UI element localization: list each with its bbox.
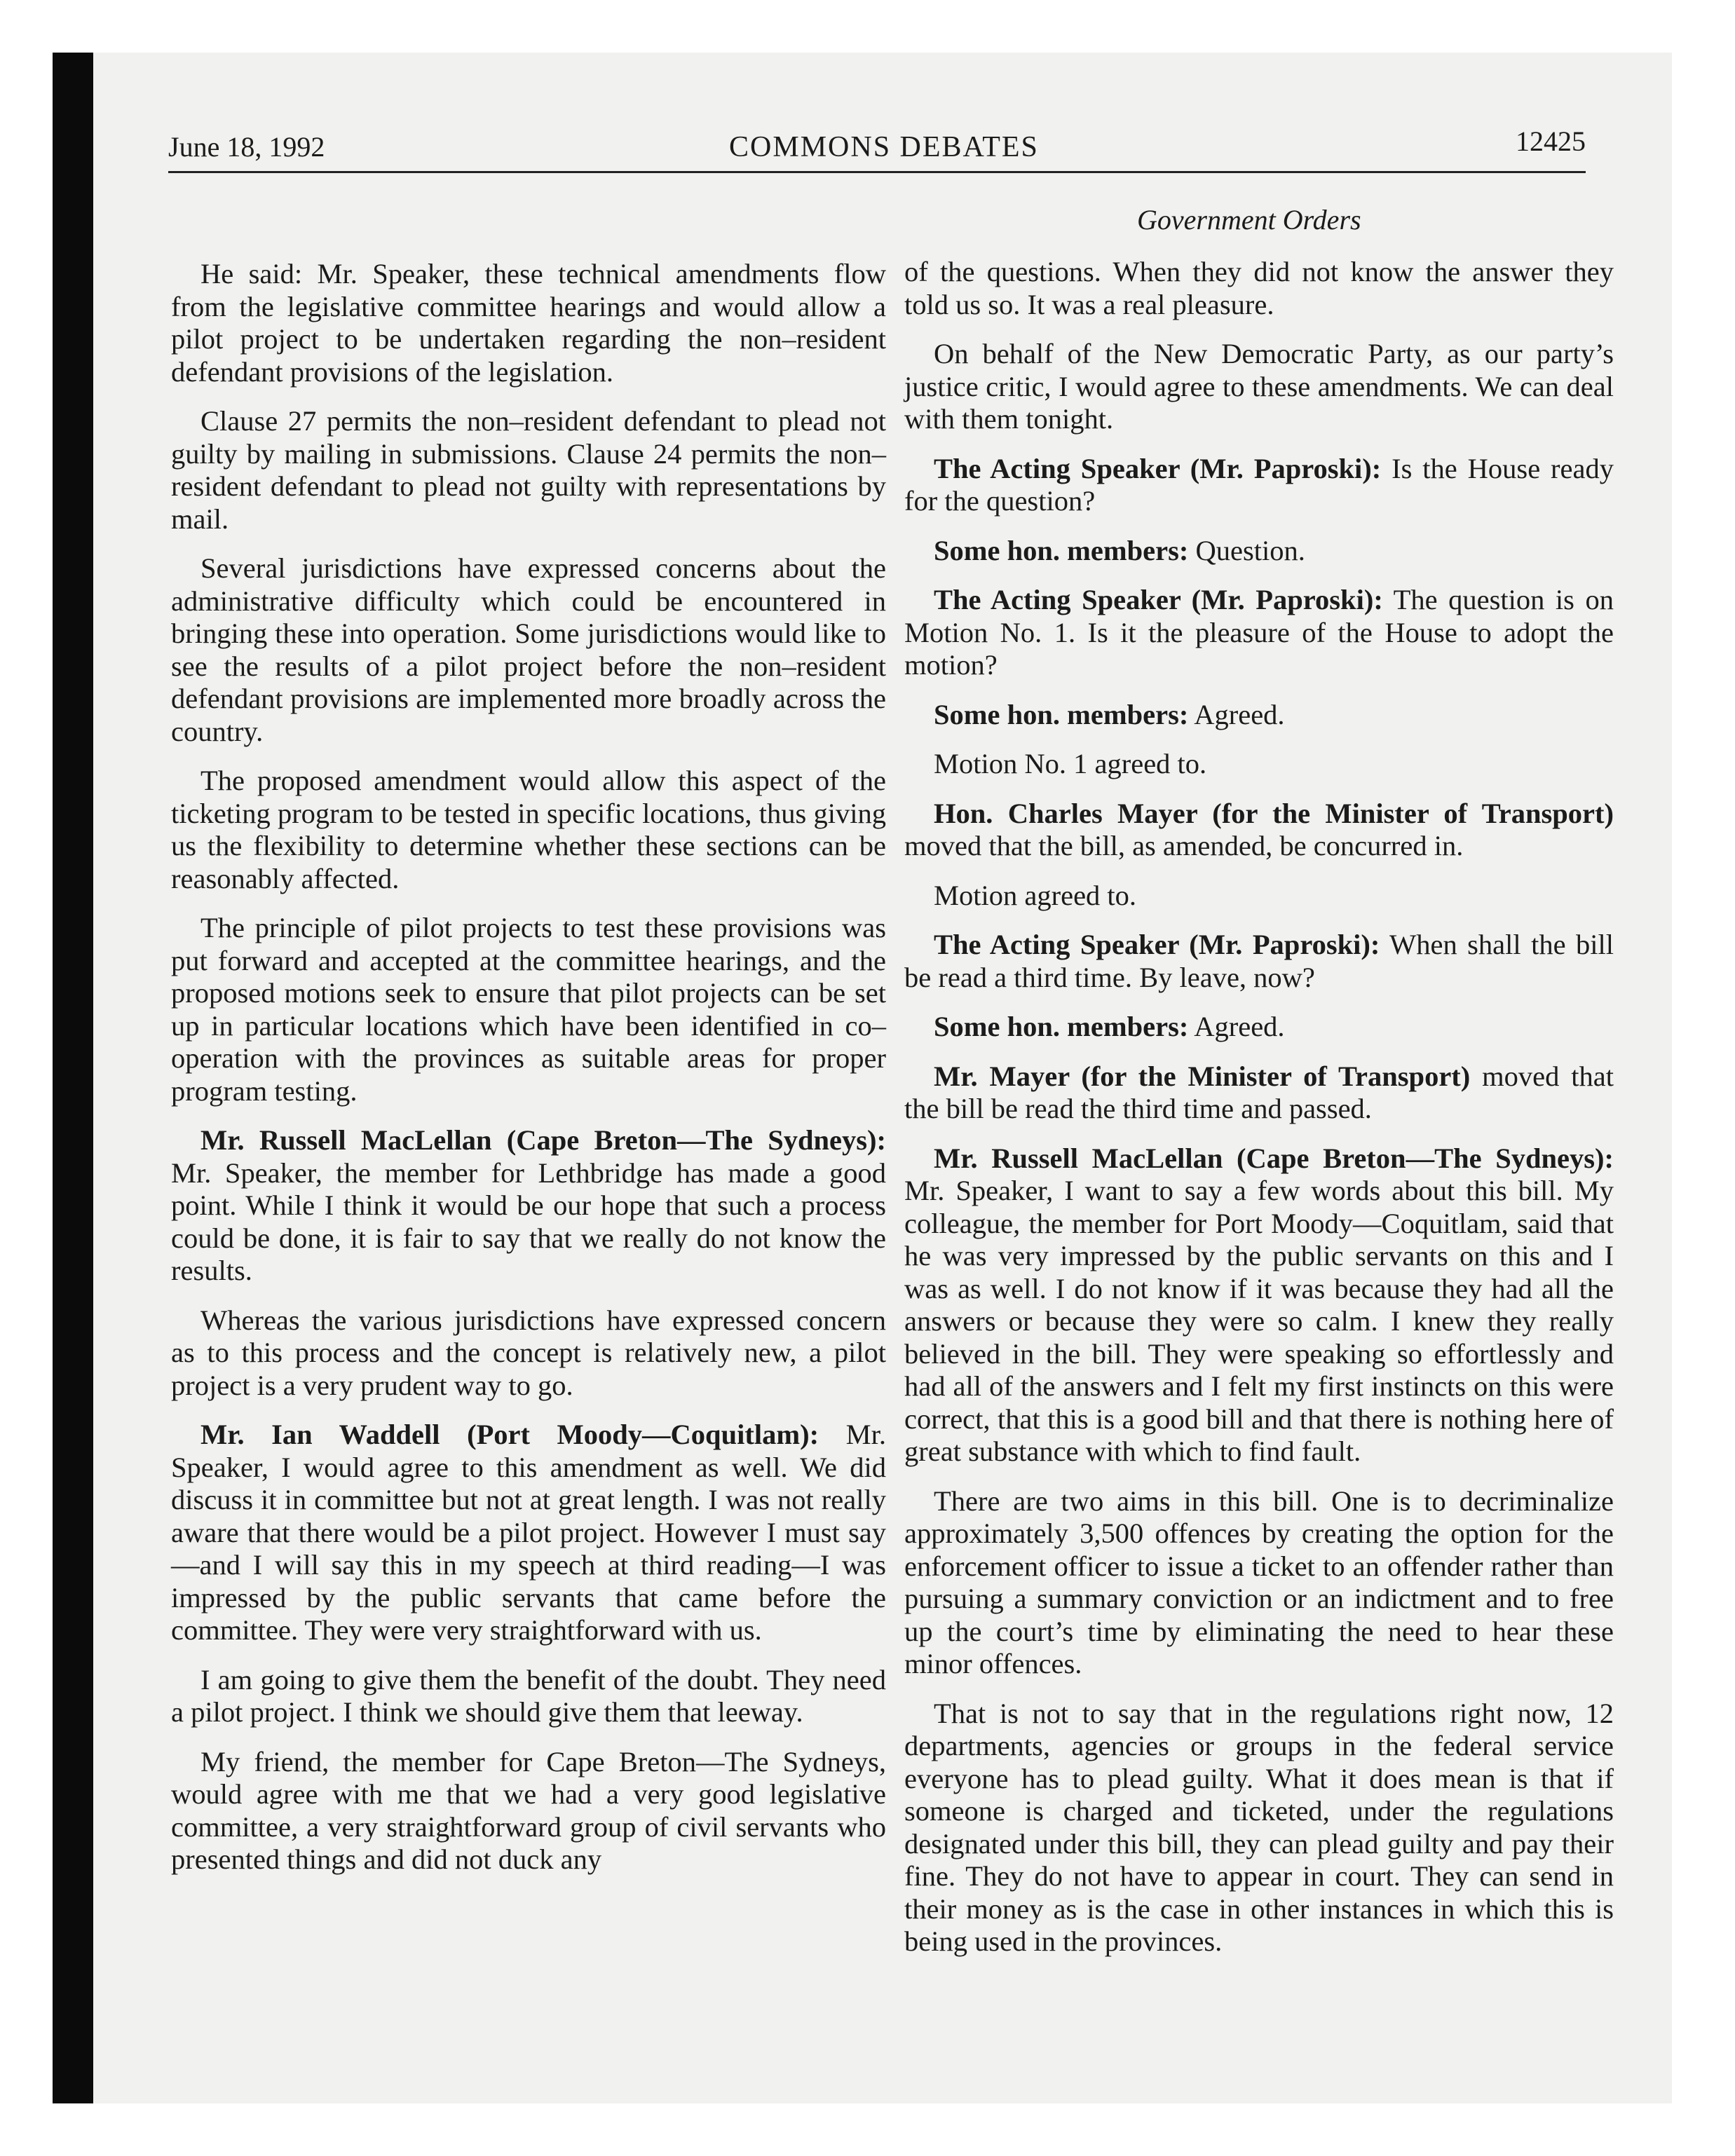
speaker-name: Mr. Russell MacLellan (Cape Breton—The Sydneys):	[200, 1124, 886, 1156]
paragraph	[904, 748, 1614, 781]
scan-binding-shadow	[53, 53, 93, 2103]
paragraph-text: of the questions. When they did not know the answer they told us so. It was a real pleasure.	[904, 256, 1614, 320]
paragraph-text: Whereas the various jurisdictions have expressed concern as to this process and the concept is relatively new, a pilot project is a very prudent way to go.	[171, 1304, 886, 1401]
paragraph	[904, 256, 1614, 321]
paragraph	[171, 912, 886, 1107]
speaker-name: Some hon. members:	[934, 534, 1189, 566]
paragraph	[904, 798, 1614, 863]
header-rule	[168, 171, 1586, 173]
paragraph-text: The question is on Motion No. 1. Is it the pleasure of the House to adopt the motion?	[904, 584, 1614, 681]
paragraph-text: The proposed amendment would allow this aspect of the ticketing program to be tested in specific locations, thus giving us the flexibility to determine whether these sections can be reasonably affected.	[171, 765, 886, 894]
paragraph-text: The principle of pilot projects to test these provisions was put forward and accepted at the committee hearings, and the proposed motions seek to ensure that pilot projects can be set up in particular locations which have been identified in co–operation with the provinces as suitable areas for proper program testing.	[171, 912, 886, 1107]
paragraph-text: He said: Mr. Speaker, these technical amendments flow from the legislative committee hearings and would allow a pilot project to be undertaken regarding the non–resident defendant provisions of the legislation.	[171, 258, 886, 388]
paragraph	[171, 258, 886, 388]
speaker-name: Mr. Russell MacLellan (Cape Breton—The Sydneys):	[934, 1142, 1614, 1174]
paragraph	[171, 1124, 886, 1288]
paragraph	[904, 880, 1614, 913]
paragraph	[904, 535, 1614, 568]
speaker-name: Mr. Ian Waddell (Port Moody—Coquitlam):	[200, 1419, 819, 1450]
paragraph	[904, 1060, 1614, 1126]
paragraph	[171, 765, 886, 895]
paragraph	[904, 1142, 1614, 1468]
paragraph-text: Several jurisdictions have expressed concerns about the administrative difficulty which could be encountered in bringing these into operation. Some jurisdictions would like to see the results of a pilot project before the non–resident defendant provisions are implemented more broadly across the country.	[171, 552, 886, 747]
paragraph-text: Agreed.	[1194, 1011, 1285, 1042]
paragraph	[171, 1746, 886, 1876]
paragraph-text: Mr. Speaker, the member for Lethbridge has made a good point. While I think it would be our hope that such a process could be done, it is fair to say that we really do not know the results.	[171, 1157, 886, 1286]
header-date: June 18, 1992	[168, 131, 325, 163]
speaker-name: The Acting Speaker (Mr. Paproski):	[934, 452, 1382, 484]
paragraph-text: Motion agreed to.	[934, 879, 1137, 911]
paragraph	[904, 1485, 1614, 1681]
paragraph	[171, 1419, 886, 1647]
paragraph	[171, 405, 886, 535]
paragraph-text: Question.	[1195, 534, 1305, 566]
paragraph-text: Clause 27 permits the non–resident defendant to plead not guilty by mailing in submissions. Clause 24 permits the non–resident defendant to plead not guilty with representations by mail.	[171, 405, 886, 535]
speaker-name: The Acting Speaker (Mr. Paproski):	[934, 584, 1383, 615]
paragraph	[904, 338, 1614, 436]
paragraph-text: Mr. Speaker, I want to say a few words about this bill. My colleague, the member for Port Moody—Coquitlam, said that he was very impressed by the public servants on this and I was as well. I do not know if it was because they had all the answers or because they were so calm. I knew they really believed in the bill. They were speaking so effortlessly and had all of the answers and I felt my first instincts on this were correct, that this is a good bill and that there is nothing here of great substance with which to find fault.	[904, 1175, 1614, 1467]
paragraph	[904, 1011, 1614, 1044]
paragraph-text: Motion No. 1 agreed to.	[934, 748, 1207, 779]
paragraph	[904, 1698, 1614, 1958]
paragraph	[904, 929, 1614, 994]
paragraph	[904, 584, 1614, 682]
paragraph-text: My friend, the member for Cape Breton—The Sydneys, would agree with me that we had a very good legislative committee, a very straightforward group of civil servants who presented things and did not duck any	[171, 1745, 886, 1875]
left-column	[171, 258, 886, 1893]
paragraph	[171, 552, 886, 748]
paragraph-text: moved that the bill be read the third time and passed.	[904, 1060, 1614, 1124]
paragraph	[904, 453, 1614, 518]
section-label: Government Orders	[1137, 204, 1361, 236]
header-page-number: 12425	[1516, 125, 1586, 157]
speaker-name: Mr. Mayer (for the Minister of Transport)	[934, 1060, 1471, 1092]
paragraph-text: When shall the bill be read a third time. By leave, now?	[904, 929, 1614, 993]
paragraph	[904, 699, 1614, 732]
paragraph-text: There are two aims in this bill. One is to decriminalize approximately 3,500 offences by creating the option for the enforcement officer to issue a ticket to an offender rather than pursuing a summary conviction or an indictment and to free up the court’s time by eliminating the need to hear these minor offences.	[904, 1485, 1614, 1679]
speaker-name: The Acting Speaker (Mr. Paproski):	[934, 929, 1380, 960]
paragraph-text: I am going to give them the benefit of the doubt. They need a pilot project. I think we should give them that leeway.	[171, 1663, 886, 1728]
paragraph-text: That is not to say that in the regulations right now, 12 departments, agencies or groups in the federal service everyone has to plead guilty. What it does mean is that if someone is charged and ticketed, under the regulations designated under this bill, they can plead guilty and pay their fine. They do not have to appear in court. They can send in their money as is the case in other instances in which this is being used in the provinces.	[904, 1697, 1614, 1957]
speaker-name: Hon. Charles Mayer (for the Minister of Transport)	[934, 797, 1614, 829]
paragraph	[171, 1664, 886, 1729]
page-header	[168, 125, 1586, 167]
paragraph-text: Mr. Speaker, I would agree to this amendment as well. We did discuss it in committee but not at great length. I was not really aware that there would be a pilot project. However I must say—and I will say this in my speech at third reading—I was impressed by the public servants that came before the committee. They were very straightforward with us.	[171, 1419, 886, 1646]
right-column	[904, 256, 1614, 1975]
speaker-name: Some hon. members:	[934, 1011, 1189, 1042]
paragraph-text: Is the House ready for the question?	[904, 452, 1614, 517]
paragraph-text: On behalf of the New Democratic Party, as our party’s justice critic, I would agree to these amendments. We can deal with them tonight.	[904, 338, 1614, 435]
speaker-name: Some hon. members:	[934, 698, 1189, 730]
paragraph-text: Agreed.	[1194, 698, 1285, 730]
header-title: COMMONS DEBATES	[729, 131, 1039, 163]
paragraph	[171, 1304, 886, 1403]
paragraph-text: moved that the bill, as amended, be concurred in.	[904, 830, 1464, 861]
